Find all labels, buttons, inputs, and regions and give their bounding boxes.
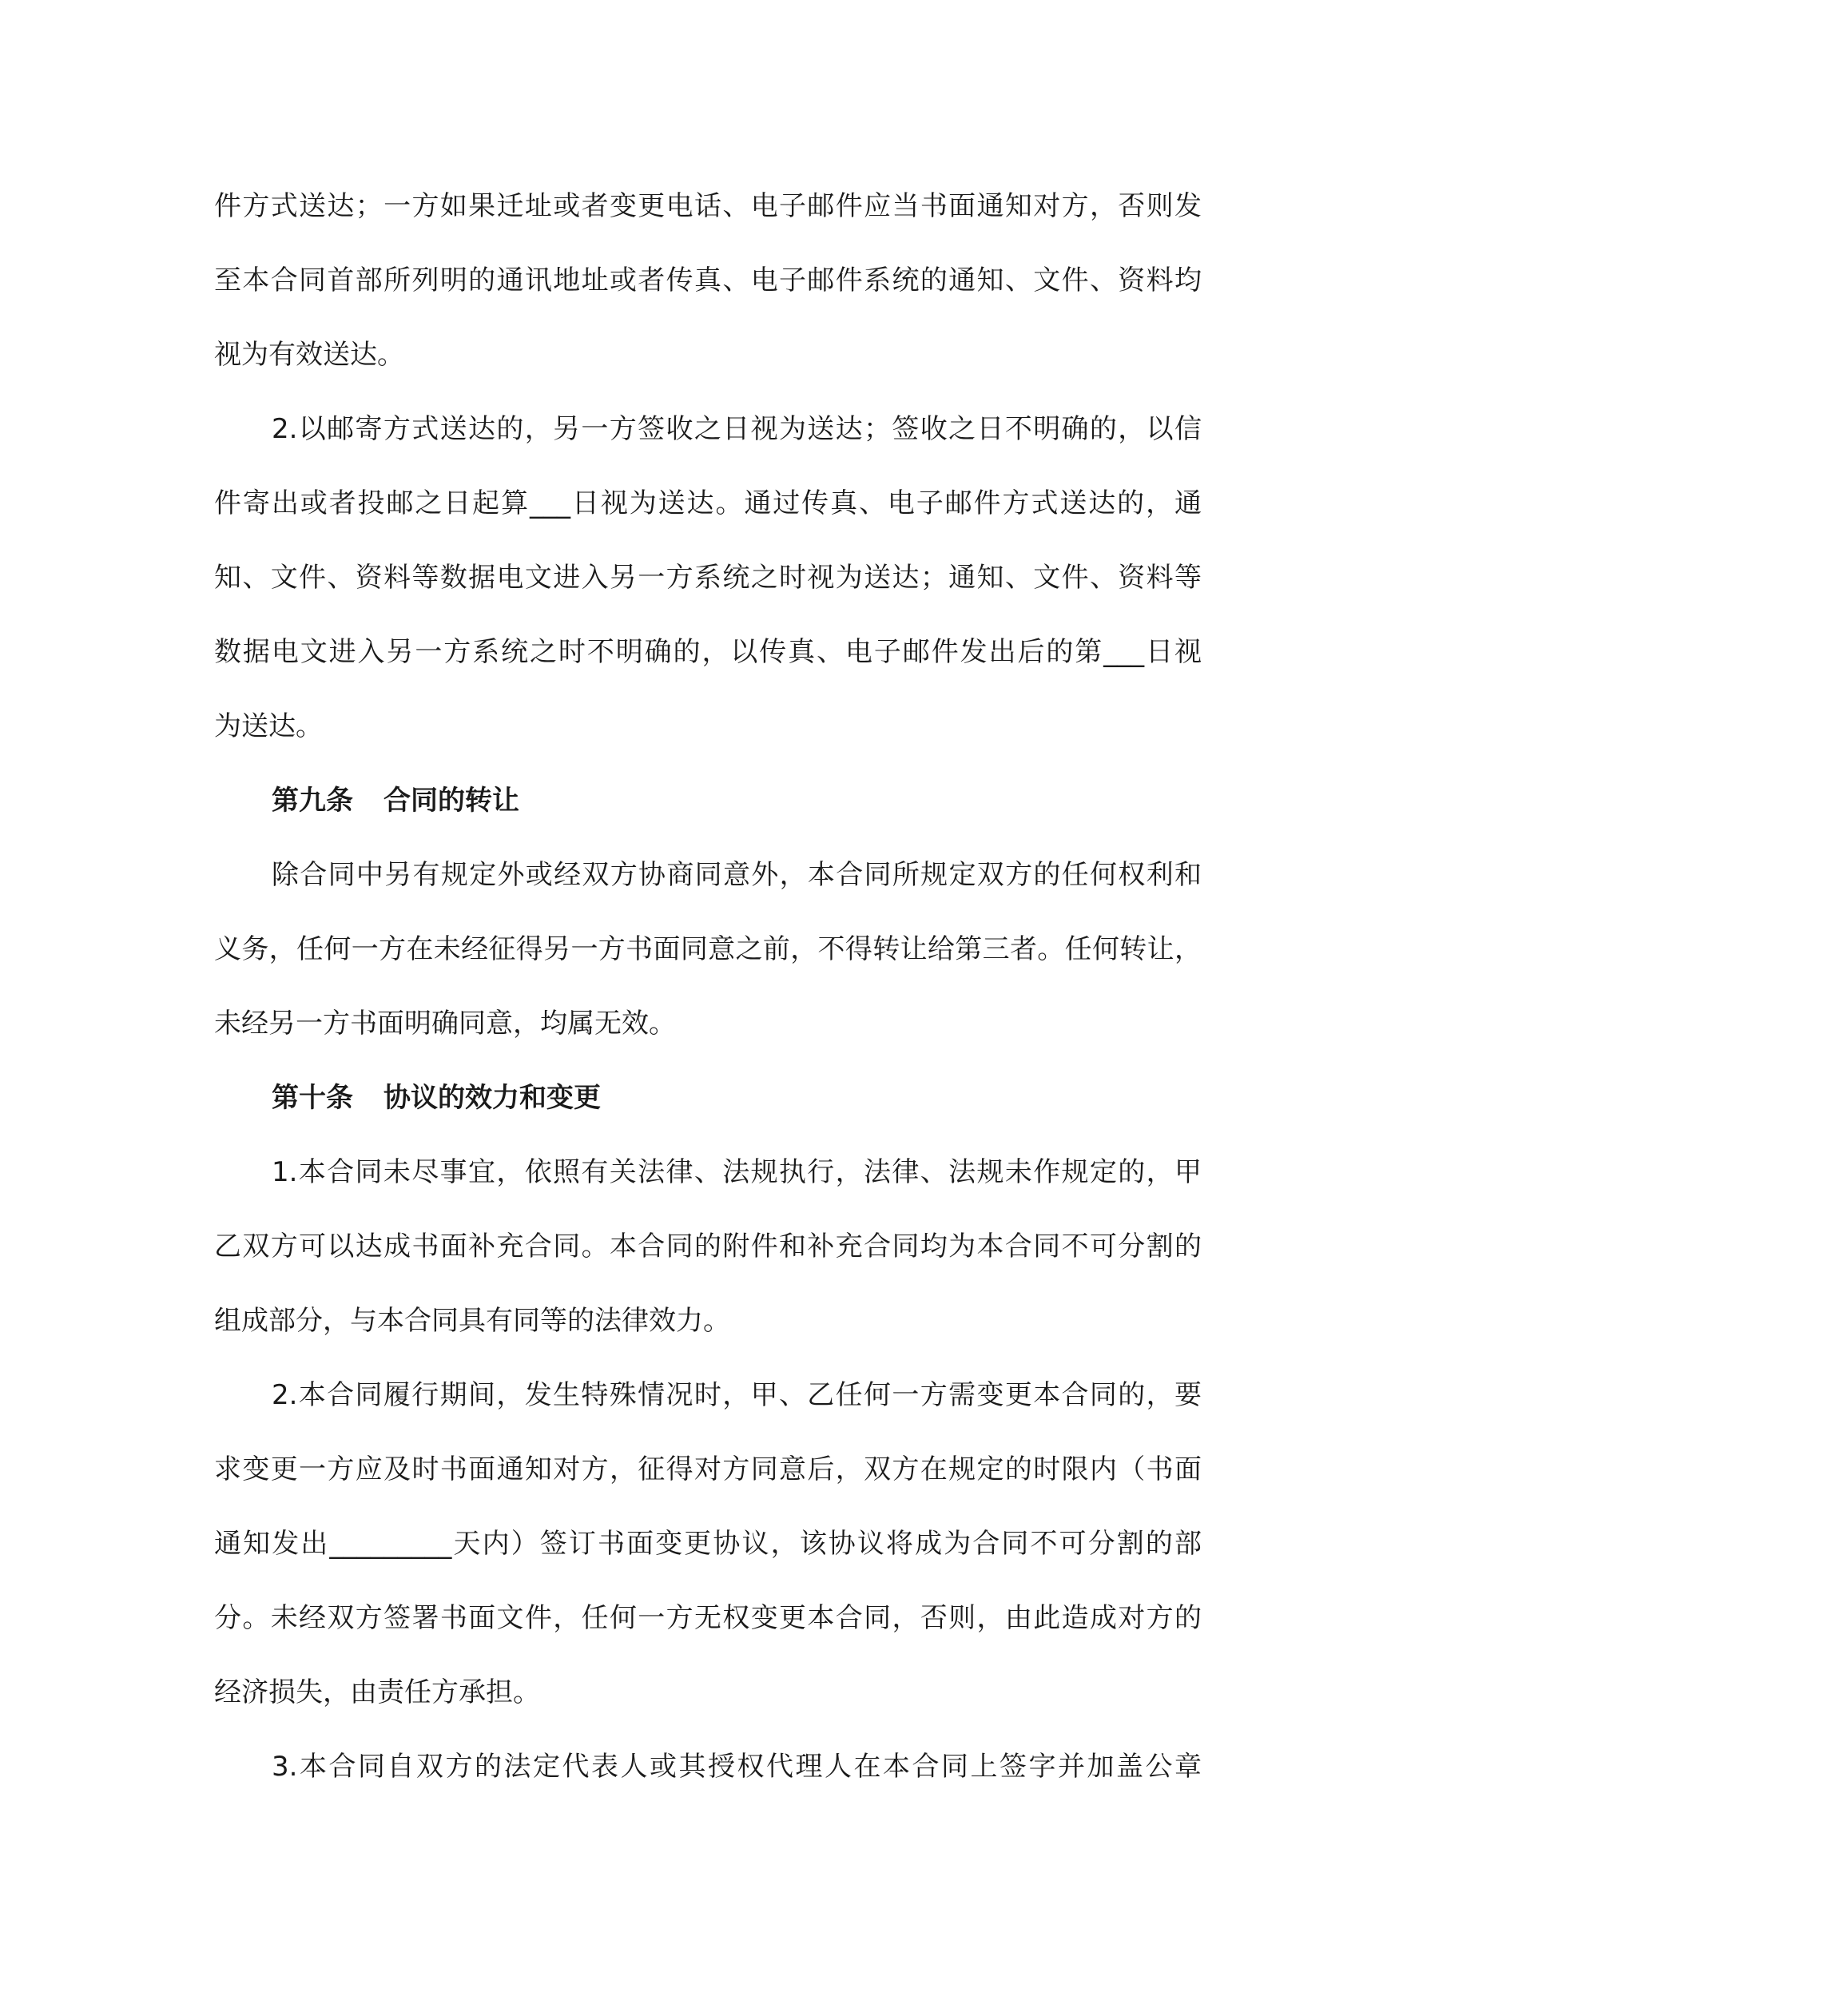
article-10-heading [214, 1074, 1202, 1148]
paragraph-line: 未经另一方书面明确同意，均属无效。 [214, 1008, 676, 1040]
paragraph-line: 件寄出或者投邮之日起算___日视为送达。通过传真、电子邮件方式送达的，通 [214, 487, 1202, 519]
paragraph-line: 知、文件、资料等数据电文进入另一方系统之时视为送达；通知、文件、资料等 [214, 562, 1202, 594]
paragraph-line: 件方式送达；一方如果迁址或者变更电话、电子邮件应当书面通知对方，否则发 [214, 190, 1202, 222]
paragraph-line: 数据电文进入另一方系统之时不明确的，以传真、电子邮件发出后的第___日视 [214, 636, 1202, 668]
paragraph-line: 3.本合同自双方的法定代表人或其授权代理人在本合同上签字并加盖公章 [272, 1751, 1202, 1783]
paragraph-line: 乙双方可以达成书面补充合同。本合同的附件和补充合同均为本合同不可分割的 [214, 1231, 1202, 1262]
paragraph-line: 至本合同首部所列明的通讯地址或者传真、电子邮件系统的通知、文件、资料均 [214, 264, 1202, 296]
paragraph-line: 1.本合同未尽事宜，依照有关法律、法规执行，法律、法规未作规定的，甲 [272, 1156, 1202, 1188]
document-body [214, 182, 1202, 1817]
paragraph-line: 分。未经双方签署书面文件，任何一方无权变更本合同，否则，由此造成对方的 [214, 1602, 1202, 1634]
paragraph-line: 通知发出_________天内）签订书面变更协议，该协议将成为合同不可分割的部 [214, 1528, 1202, 1560]
paragraph-line: 义务，任何一方在未经征得另一方书面同意之前，不得转让给第三者。任何转让， [214, 933, 1202, 965]
article-9-number: 第九条 [272, 785, 353, 817]
paragraph-line: 为送达。 [214, 710, 323, 742]
paragraph-line: 2.本合同履行期间，发生特殊情况时，甲、乙任何一方需变更本合同的，要 [272, 1379, 1202, 1411]
article-10-number: 第十条 [272, 1082, 353, 1114]
paragraph-line: 除合同中另有规定外或经双方协商同意外，本合同所规定双方的任何权利和 [272, 859, 1202, 891]
paragraph-line: 经济损失，由责任方承担。 [214, 1676, 540, 1708]
paragraph-line: 2.以邮寄方式送达的，另一方签收之日视为送达；签收之日不明确的，以信 [272, 413, 1202, 445]
article-9-heading [214, 777, 1202, 851]
article-9-title: 合同的转让 [384, 785, 519, 817]
paragraph-line: 视为有效送达。 [214, 339, 404, 371]
article-10-title: 协议的效力和变更 [384, 1082, 601, 1114]
paragraph-line: 求变更一方应及时书面通知对方，征得对方同意后，双方在规定的时限内（书面 [214, 1453, 1202, 1485]
paragraph-line: 组成部分，与本合同具有同等的法律效力。 [214, 1305, 730, 1337]
